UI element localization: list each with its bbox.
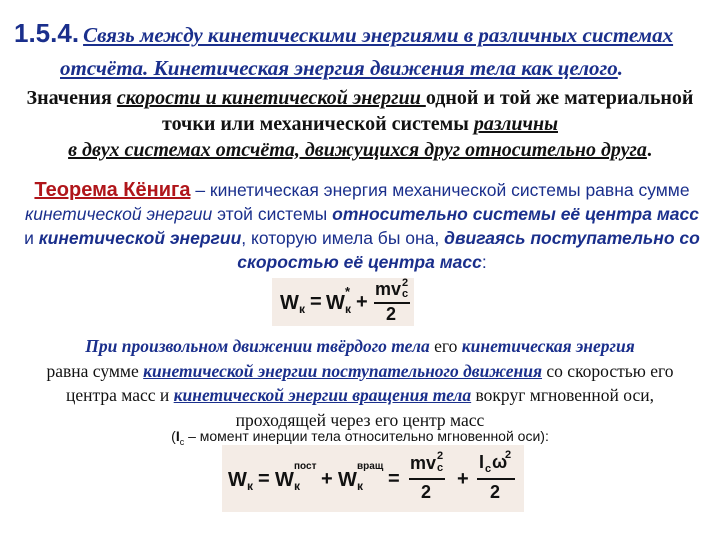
koenig-text-4: , которую имела бы она,: [241, 228, 445, 248]
rigid-emph-translational: кинетической энергии поступательного движения: [143, 360, 543, 381]
f1-plus: +: [356, 291, 368, 313]
intro-text-1: Значения: [26, 87, 117, 109]
inertia-note: [150, 428, 570, 447]
intro-paragraph: [20, 85, 700, 163]
f2-w-post: W: [275, 469, 294, 491]
rigid-emph-kinetic: кинетическая энергия: [461, 336, 635, 356]
koenig-text-2: этой системы: [212, 204, 333, 224]
f2-w-vrash-sup: вращ: [357, 461, 384, 472]
rigid-body-paragraph: [20, 334, 700, 432]
koenig-emph-relative: относительно системы её центра масс: [332, 204, 699, 224]
f2-frac1-numerator: mv: [410, 453, 437, 473]
f2-w-vrash-sub: к: [357, 479, 364, 493]
koenig-emph-translational: двигаясь поступательно со скоростью её центра масс: [237, 228, 700, 272]
f2-lhs: W: [228, 469, 247, 491]
intro-emph-different: различны: [473, 113, 558, 135]
f2-frac2-I: I: [479, 452, 485, 472]
f1-w-star: W: [326, 292, 345, 314]
intro-emph-frames: в двух системах отсчёта, движущихся друг относительно друга: [68, 139, 647, 161]
koenig-theorem-heading: Теорема Кёнига: [34, 179, 191, 201]
f2-frac2-denominator: 2: [490, 482, 501, 502]
koenig-emph-kinetic-1: кинетической энергии: [25, 204, 213, 224]
f1-star: *: [345, 284, 351, 299]
f1-w-sub: к: [345, 302, 352, 316]
f2-frac1-sup: 2: [437, 450, 444, 462]
intro-period: .: [646, 139, 652, 161]
f2-lhs-sub: к: [247, 479, 254, 493]
koenig-emph-kinetic-2: кинетической энергии: [38, 228, 242, 248]
f2-frac2-omega: ω: [492, 452, 508, 472]
f2-equals-1: =: [258, 468, 270, 490]
rigid-body-formula: [222, 445, 524, 512]
koenig-colon: :: [481, 252, 487, 272]
inertia-text: – момент инерции тела относительно мгновенной оси: [184, 428, 541, 444]
section-number: 1.5.4.: [14, 18, 80, 48]
f2-w-vrash: W: [338, 469, 357, 491]
inertia-symbol: I: [175, 428, 180, 444]
f1-lhs-sub: к: [299, 302, 306, 316]
koenig-formula: [272, 278, 414, 326]
f2-w-post-sub: к: [294, 479, 301, 493]
inertia-close-paren: ):: [540, 428, 549, 444]
f2-frac1-bar: [409, 478, 445, 480]
f2-plus-1: +: [321, 468, 333, 490]
f2-plus-2: +: [457, 468, 469, 490]
f1-denominator: 2: [386, 304, 397, 324]
rigid-text-1: его: [429, 336, 462, 356]
rigid-emph-rotational: кинетической энергии вращения тела: [173, 385, 472, 405]
koenig-theorem-paragraph: [22, 178, 702, 274]
section-title: [14, 18, 714, 83]
f2-frac2-bar: [477, 478, 515, 480]
f2-frac1-denominator: 2: [421, 482, 432, 502]
f1-equals: =: [310, 291, 322, 313]
f1-lhs: W: [280, 292, 299, 314]
section-title-line1: Связь между кинетическими энергиями в различных системах: [83, 23, 674, 47]
koenig-text-1: – кинетическая энергия механической системы равна сумме: [190, 180, 690, 200]
section-title-period: .: [617, 56, 624, 80]
intro-text-2: одной и той же материальной точки или механической системы: [162, 87, 694, 135]
f2-frac1-sub: c: [437, 462, 444, 474]
f2-w-post-sup: пост: [294, 461, 317, 472]
f1-numerator: mv: [375, 279, 402, 299]
rigid-text-4: вокруг мгновенной оси, проходящей через его центр масс: [235, 385, 654, 430]
rigid-text-3: со скоростью его центра масс и: [66, 360, 674, 405]
inertia-symbol-sub: c: [179, 436, 185, 447]
f1-numerator-sup: 2: [402, 277, 409, 289]
inertia-open-paren: (: [171, 428, 176, 444]
rigid-emph-motion: При произвольном движении твёрдого тела: [85, 336, 430, 356]
section-title-line2: отсчёта. Кинетическая энергия движения тела как целого: [60, 56, 618, 80]
koenig-text-3: и: [24, 228, 39, 248]
f2-frac2-sup: 2: [505, 449, 512, 461]
f2-frac2-sub: c: [485, 463, 492, 475]
f1-numerator-sub: c: [402, 288, 409, 300]
rigid-text-2: равна сумме: [46, 360, 144, 381]
intro-emph-speed-energy: скорости и кинетической энергии: [116, 87, 426, 109]
f2-equals-2: =: [388, 468, 400, 490]
